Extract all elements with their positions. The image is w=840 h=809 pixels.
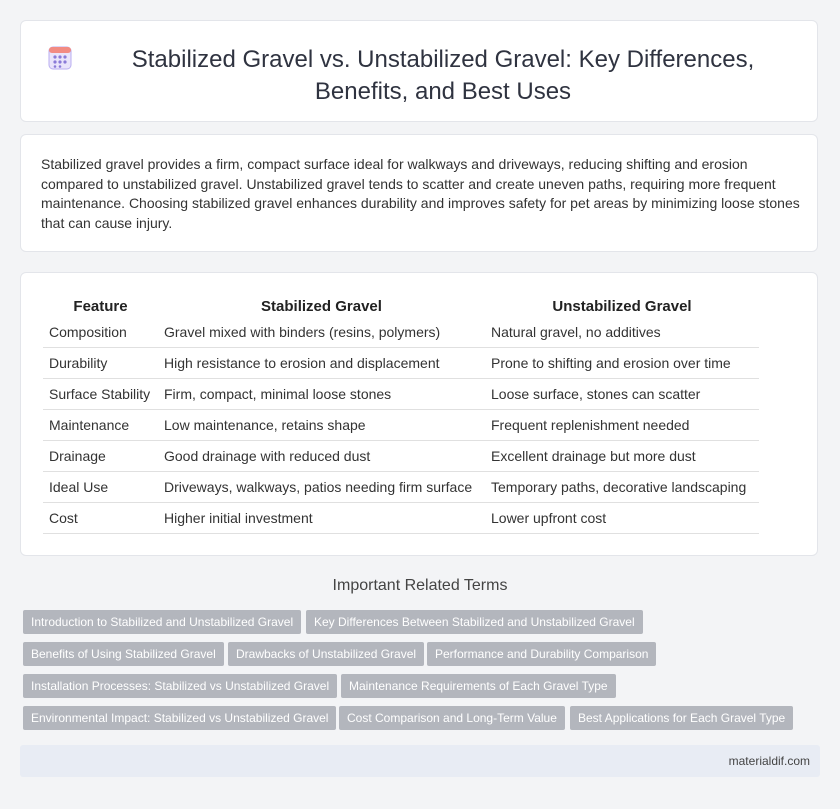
comparison-card [20,272,818,556]
table-row [43,379,759,410]
stabilized-cell: Gravel mixed with binders (resins, polymers) [158,317,485,348]
title-card [20,20,818,122]
stabilized-cell: High resistance to erosion and displacement [158,348,485,379]
unstabilized-cell: Loose surface, stones can scatter [485,379,759,410]
stabilized-cell: Low maintenance, retains shape [158,410,485,441]
feature-cell: Composition [43,317,158,348]
table-row [43,503,759,534]
intro-card [20,134,818,252]
header-stabilized: Stabilized Gravel [261,298,382,315]
related-tag-cost[interactable]: Cost Comparison and Long-Term Value [339,706,565,730]
related-tag-installation[interactable]: Installation Processes: Stabilized vs Unstabilized Gravel [23,674,337,698]
related-tag-benefits[interactable]: Benefits of Using Stabilized Gravel [23,642,224,666]
unstabilized-cell: Frequent replenishment needed [485,410,759,441]
unstabilized-cell: Lower upfront cost [485,503,759,534]
related-tag-introduction[interactable]: Introduction to Stabilized and Unstabilized Gravel [23,610,301,634]
related-tag-applications[interactable]: Best Applications for Each Gravel Type [570,706,793,730]
stabilized-cell: Good drainage with reduced dust [158,441,485,472]
related-tag-maintenance[interactable]: Maintenance Requirements of Each Gravel Type [341,674,616,698]
feature-cell: Durability [43,348,158,379]
header-unstabilized: Unstabilized Gravel [552,298,692,315]
related-tag-performance[interactable]: Performance and Durability Comparison [427,642,656,666]
unstabilized-cell: Prone to shifting and erosion over time [485,348,759,379]
intro-paragraph: Stabilized gravel provides a firm, compact surface ideal for walkways and driveways, reducing shifting and erosion compared to unstabilized gravel. Unstabilized gravel tends to scatter and create uneven paths, requiring more frequent maintenance. Choosing stabilized gravel enhances durability and improves safety for pet areas by minimizing loose stones that can cause injury. [41,156,800,231]
unstabilized-cell: Excellent drainage but more dust [485,441,759,472]
page-title: Stabilized Gravel vs. Unstabilized Gravel: Key Differences, Benefits, and Best Uses [131,46,755,105]
stabilized-cell: Higher initial investment [158,503,485,534]
table-row [43,441,759,472]
stabilized-cell: Driveways, walkways, patios needing firm surface [158,472,485,503]
related-tag-drawbacks[interactable]: Drawbacks of Unstabilized Gravel [228,642,424,666]
related-terms-heading: Important Related Terms [332,577,508,594]
calendar-icon [48,44,72,70]
comparison-table [43,296,759,534]
footer [20,745,820,777]
table-row [43,410,759,441]
related-tag-key-differences[interactable]: Key Differences Between Stabilized and Unstabilized Gravel [306,610,643,634]
table-row [43,348,759,379]
feature-cell: Surface Stability [43,379,158,410]
unstabilized-cell: Temporary paths, decorative landscaping [485,472,759,503]
feature-cell: Ideal Use [43,472,158,503]
footer-site: materialdif.com [728,754,810,768]
related-tag-environmental[interactable]: Environmental Impact: Stabilized vs Unstabilized Gravel [23,706,336,730]
feature-cell: Cost [43,503,158,534]
stabilized-cell: Firm, compact, minimal loose stones [158,379,485,410]
header-feature: Feature [73,298,128,315]
table-row [43,472,759,503]
feature-cell: Maintenance [43,410,158,441]
table-header-row [43,296,759,317]
table-row [43,317,759,348]
feature-cell: Drainage [43,441,158,472]
unstabilized-cell: Natural gravel, no additives [485,317,759,348]
